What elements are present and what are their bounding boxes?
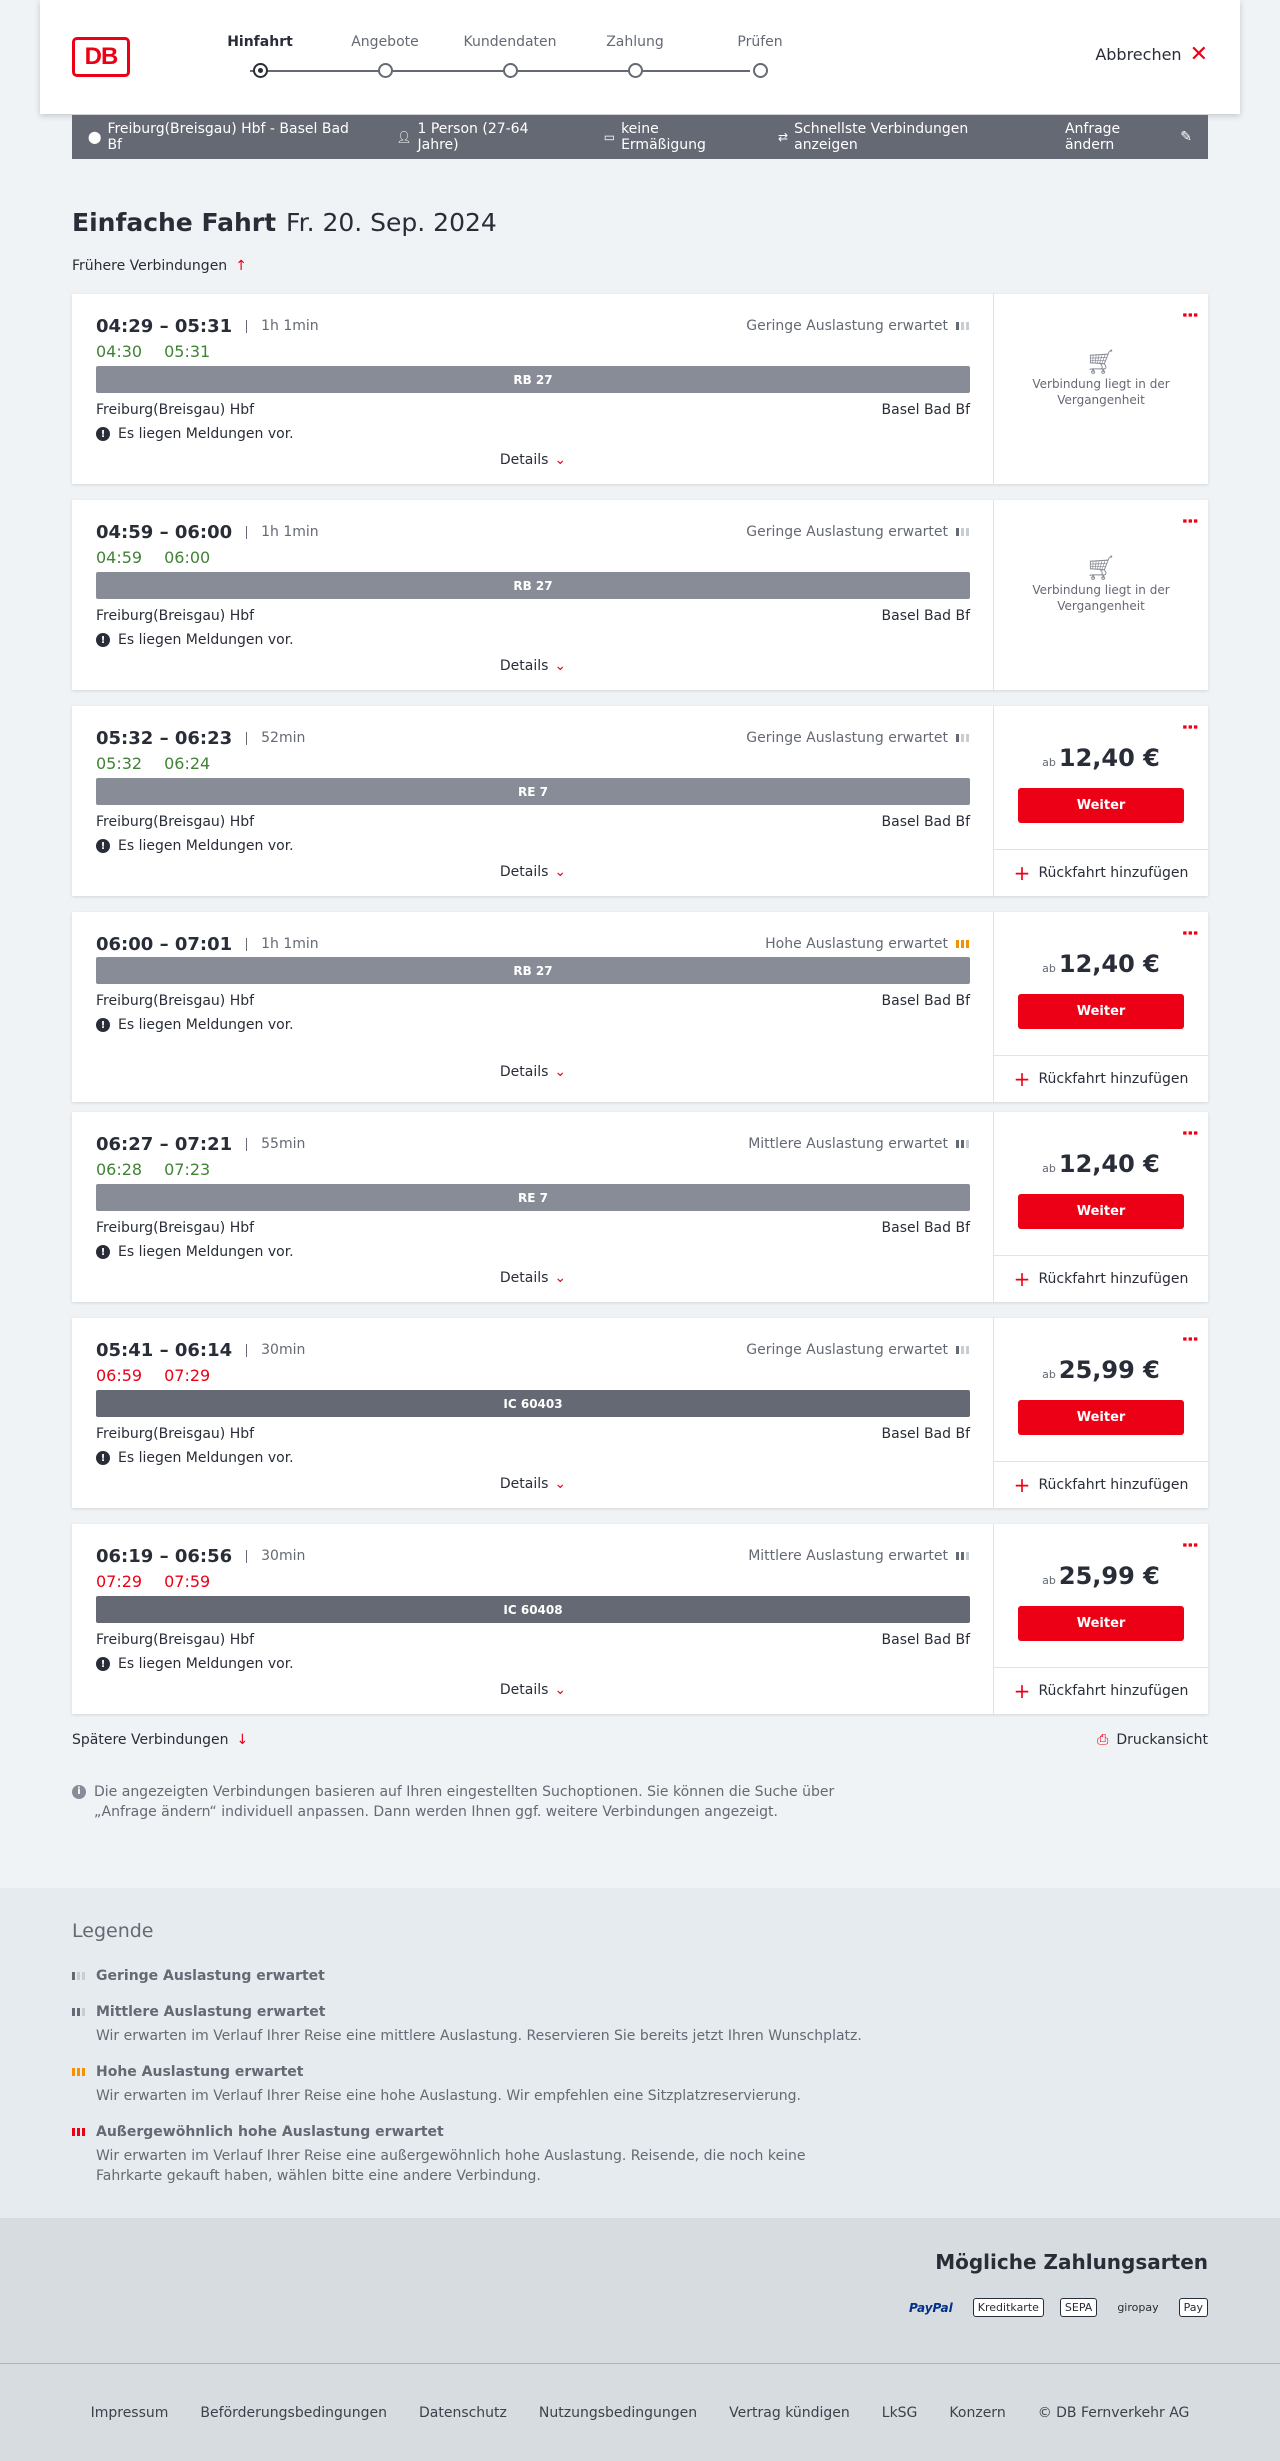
scheduled-time: 06:00 – 07:01 1h 1min: [96, 934, 319, 955]
departure-station: Freiburg(Breisgau) Hbf: [96, 814, 255, 830]
payment-methods-title: Mögliche Zahlungsarten: [935, 2250, 1208, 2274]
legend-item-extreme: Außergewöhnlich hohe Auslastung erwartet Wir erwarten im Verlauf Ihrer Reise eine außergewöhnlich hohe Auslastung. Reisende, die noch keine Fahrkarte gekauft haben, wählen bitte eine andere Verbindung.: [72, 2124, 872, 2186]
arrival-station: Basel Bad Bf: [881, 1426, 970, 1442]
occupancy-indicator: Hohe Auslastung erwartet: [765, 936, 969, 952]
connection-card: [72, 1524, 1208, 1714]
cart-unavailable-icon: 🛒︎: [1085, 554, 1117, 582]
realtime-times: 07:29 07:59: [96, 1572, 211, 1591]
add-return-trip-button[interactable]: + Rückfahrt hinzufügen: [994, 849, 1208, 896]
occupancy-icon: [956, 322, 969, 330]
more-options-icon[interactable]: ⋮: [1179, 1536, 1200, 1554]
train-segment-bar[interactable]: RE 7: [96, 1184, 970, 1211]
details-toggle[interactable]: Details ⌄: [499, 864, 567, 880]
more-options-icon[interactable]: ⋮: [1179, 718, 1200, 736]
step-hinfahrt[interactable]: Hinfahrt: [210, 34, 310, 50]
legend-item-low: Geringe Auslastung erwartet: [72, 1968, 872, 1984]
details-toggle[interactable]: Details ⌄: [499, 452, 567, 468]
realtime-times: 04:30 05:31: [96, 342, 211, 361]
occupancy-indicator: Geringe Auslastung erwartet: [746, 1342, 969, 1358]
footer-link-vertrag-kuendigen[interactable]: Vertrag kündigen: [729, 2404, 850, 2421]
duration: 52min: [246, 732, 305, 745]
bahncard-icon: ▭: [603, 130, 616, 144]
cancel-button[interactable]: Abbrechen ✕: [1095, 41, 1208, 67]
footer: [0, 2363, 1280, 2461]
travellers-summary: 👤︎ 1 Person (27-64 Jahre): [396, 121, 529, 153]
price: ab 12,40 €: [1042, 744, 1160, 772]
sepa-icon: SEPA: [1060, 2298, 1097, 2317]
plus-icon: +: [1013, 1067, 1031, 1091]
disruption-notice: ! Es liegen Meldungen vor.: [96, 426, 294, 442]
search-info-note: i Die angezeigten Verbindungen basieren auf Ihren eingestellten Suchoptionen. Sie können die Suche über „Anfrage ändern“ individuell anpassen. Dann werden Ihnen ggf. weitere Verbindungen angezeigt.: [72, 1782, 852, 1822]
stations: [96, 608, 970, 624]
price: ab 25,99 €: [1042, 1562, 1160, 1590]
legend-item-high: Hohe Auslastung erwartet Wir erwarten im Verlauf Ihrer Reise eine hohe Auslastung. Wir empfehlen eine Sitzplatzreservierung.: [72, 2064, 872, 2106]
stations: [96, 1426, 970, 1442]
alert-icon: !: [96, 1018, 110, 1032]
add-return-trip-button[interactable]: + Rückfahrt hinzufügen: [994, 1255, 1208, 1302]
duration: 30min: [246, 1550, 305, 1563]
legend-item-medium: Mittlere Auslastung erwartet Wir erwarten im Verlauf Ihrer Reise eine mittlere Auslastung. Reservieren Sie bereits jetzt Ihren Wunschplatz.: [72, 2004, 872, 2046]
page-title: Einfache Fahrt Fr. 20. Sep. 2024: [72, 208, 497, 237]
connection-details: [72, 1112, 994, 1302]
footer-link-konzern[interactable]: Konzern: [949, 2404, 1006, 2421]
edit-search-button[interactable]: Anfrage ändern ✎: [1064, 121, 1192, 153]
plus-icon: +: [1013, 1679, 1031, 1703]
print-view-link[interactable]: ⎙ Druckansicht: [1097, 1732, 1208, 1748]
chevron-down-icon: ⌄: [554, 1682, 567, 1698]
offer-panel: [994, 1524, 1208, 1714]
later-connections-link[interactable]: Spätere Verbindungen ↓: [72, 1732, 249, 1748]
swap-arrows-icon: ⇄: [778, 130, 789, 144]
connection-details: [72, 500, 994, 690]
more-options-icon[interactable]: ⋮: [1179, 1330, 1200, 1348]
legend-section: [0, 1888, 1280, 2218]
alert-icon: !: [96, 427, 110, 441]
connection-details: [72, 294, 994, 484]
arrow-up-icon: ↑: [235, 258, 247, 274]
past-connection-note: 🛒︎ Verbindung liegt in der Vergangenheit: [994, 560, 1208, 614]
connection-card: [72, 1112, 1208, 1302]
duration: 30min: [246, 1344, 305, 1357]
earlier-connections-link[interactable]: Frühere Verbindungen ↑: [72, 258, 247, 274]
step-dot: [503, 63, 518, 78]
alert-icon: !: [96, 633, 110, 647]
train-segment-bar[interactable]: RB 27: [96, 957, 970, 984]
occupancy-indicator: Geringe Auslastung erwartet: [746, 318, 969, 334]
details-toggle[interactable]: Details ⌄: [499, 1064, 567, 1080]
departure-station: Freiburg(Breisgau) Hbf: [96, 993, 255, 1009]
occupancy-icon: [956, 940, 969, 948]
past-connection-note: 🛒︎ Verbindung liegt in der Vergangenheit: [994, 354, 1208, 408]
price: ab 12,40 €: [1042, 1150, 1160, 1178]
arrival-station: Basel Bad Bf: [881, 1632, 970, 1648]
printer-icon: ⎙: [1097, 1732, 1109, 1748]
stations: [96, 1220, 970, 1236]
extreme-occupancy-icon: [72, 2128, 88, 2136]
footer-link-nutzungsbedingungen[interactable]: Nutzungsbedingungen: [538, 2404, 698, 2421]
chevron-down-icon: ⌄: [554, 452, 567, 468]
weiter-button[interactable]: Weiter: [1018, 788, 1184, 823]
payment-icons: [905, 2298, 1208, 2317]
plus-icon: +: [1013, 861, 1031, 885]
footer-link-lksg[interactable]: LkSG: [881, 2404, 918, 2421]
offer-panel: [994, 706, 1208, 896]
offer-panel: [994, 1318, 1208, 1508]
add-return-trip-button[interactable]: + Rückfahrt hinzufügen: [994, 1055, 1208, 1102]
paypal-icon: PayPal: [908, 2300, 953, 2315]
payment-methods-section: [0, 2218, 1280, 2363]
apple-pay-icon: Pay: [1179, 2298, 1208, 2317]
fastest-connections-summary: ⇄ Schnellste Verbindungen anzeigen: [778, 121, 969, 153]
details-toggle[interactable]: Details ⌄: [499, 1270, 567, 1286]
arrival-station: Basel Bad Bf: [881, 993, 970, 1009]
disruption-notice: ! Es liegen Meldungen vor.: [96, 1656, 294, 1672]
alert-icon: !: [96, 1451, 110, 1465]
add-return-trip-button[interactable]: + Rückfahrt hinzufügen: [994, 1667, 1208, 1714]
occupancy-icon: [956, 528, 969, 536]
occupancy-indicator: Mittlere Auslastung erwartet: [748, 1136, 969, 1152]
train-segment-bar[interactable]: IC 60408: [96, 1596, 970, 1623]
chevron-down-icon: ⌄: [554, 658, 567, 674]
scheduled-time: 04:29 – 05:31 1h 1min: [96, 316, 319, 337]
offer-panel: [994, 294, 1208, 484]
scheduled-time: 06:27 – 07:21 55min: [96, 1134, 306, 1155]
person-icon: 👤︎: [396, 130, 412, 144]
giropay-icon: giropay: [1117, 2301, 1159, 2314]
alert-icon: !: [96, 839, 110, 853]
occupancy-indicator: Geringe Auslastung erwartet: [746, 524, 969, 540]
more-options-icon[interactable]: ⋮: [1179, 924, 1200, 942]
more-options-icon[interactable]: ⋮: [1179, 306, 1200, 324]
weiter-button[interactable]: Weiter: [1018, 994, 1184, 1029]
footer-copyright: © DB Fernverkehr AG: [1037, 2404, 1190, 2421]
route-summary: ⬤ Freiburg(Breisgau) Hbf - Basel Bad Bf: [88, 121, 349, 153]
more-options-icon[interactable]: ⋮: [1179, 1124, 1200, 1142]
credit-card-icon: Kreditkarte: [973, 2298, 1044, 2317]
arrival-station: Basel Bad Bf: [881, 814, 970, 830]
footer-link-datenschutz[interactable]: Datenschutz: [418, 2404, 507, 2421]
cart-unavailable-icon: 🛒︎: [1085, 348, 1117, 376]
stations: [96, 402, 970, 418]
departure-station: Freiburg(Breisgau) Hbf: [96, 608, 255, 624]
arrival-station: Basel Bad Bf: [881, 402, 970, 418]
occupancy-indicator: Mittlere Auslastung erwartet: [748, 1548, 969, 1564]
discount-summary: ▭ keine Ermäßigung: [603, 121, 706, 153]
chevron-down-icon: ⌄: [554, 1064, 567, 1080]
disruption-notice: ! Es liegen Meldungen vor.: [96, 1450, 294, 1466]
connection-card: [72, 294, 1208, 484]
chevron-down-icon: ⌄: [554, 1476, 567, 1492]
stations: [96, 814, 970, 830]
arrival-station: Basel Bad Bf: [881, 608, 970, 624]
occupancy-icon: [956, 734, 969, 742]
departure-station: Freiburg(Breisgau) Hbf: [96, 1220, 255, 1236]
connection-card: [72, 500, 1208, 690]
medium-occupancy-icon: [72, 2008, 88, 2016]
step-zahlung[interactable]: Zahlung: [585, 34, 685, 50]
weiter-button[interactable]: Weiter: [1018, 1194, 1184, 1229]
chevron-down-icon: ⌄: [554, 1270, 567, 1286]
details-toggle[interactable]: Details ⌄: [499, 658, 567, 674]
occupancy-indicator: Geringe Auslastung erwartet: [746, 730, 969, 746]
details-toggle[interactable]: Details ⌄: [499, 1682, 567, 1698]
realtime-times: 06:28 07:23: [96, 1160, 211, 1179]
scheduled-time: 05:41 – 06:14 30min: [96, 1340, 306, 1361]
scheduled-time: 05:32 – 06:23 52min: [96, 728, 306, 749]
train-segment-bar[interactable]: RB 27: [96, 366, 970, 393]
close-icon: ✕: [1189, 41, 1208, 67]
add-return-trip-button[interactable]: + Rückfahrt hinzufügen: [994, 1461, 1208, 1508]
offer-panel: [994, 500, 1208, 690]
booking-header: [40, 0, 1240, 114]
connection-details: [72, 1524, 994, 1714]
weiter-button[interactable]: Weiter: [1018, 1400, 1184, 1435]
connection-details: [72, 706, 994, 896]
alert-icon: !: [96, 1245, 110, 1259]
step-dot: [253, 63, 268, 78]
arrival-station: Basel Bad Bf: [881, 1220, 970, 1236]
stations: [96, 1632, 970, 1648]
weiter-button[interactable]: Weiter: [1018, 1606, 1184, 1641]
disruption-notice: ! Es liegen Meldungen vor.: [96, 632, 294, 648]
connection-card: [72, 706, 1208, 896]
step-dot: [628, 63, 643, 78]
duration: 1h 1min: [246, 320, 319, 333]
stations: [96, 993, 970, 1009]
arrow-down-icon: ↓: [236, 1732, 249, 1748]
progress-steps: [210, 30, 790, 90]
pencil-icon: ✎: [1180, 129, 1192, 145]
duration: 55min: [246, 1138, 305, 1151]
search-summary-bar: [72, 115, 1208, 159]
disruption-notice: ! Es liegen Meldungen vor.: [96, 1244, 294, 1260]
departure-station: Freiburg(Breisgau) Hbf: [96, 1632, 255, 1648]
step-dot: [378, 63, 393, 78]
step-dot: [753, 63, 768, 78]
duration: 1h 1min: [246, 526, 319, 539]
chevron-down-icon: ⌄: [554, 864, 567, 880]
db-logo[interactable]: DB: [72, 37, 130, 77]
connection-card: [72, 912, 1208, 1102]
offer-panel: [994, 912, 1208, 1102]
realtime-times: 06:59 07:29: [96, 1366, 211, 1385]
step-pruefen[interactable]: Prüfen: [710, 34, 810, 50]
plus-icon: +: [1013, 1267, 1031, 1291]
occupancy-icon: [956, 1346, 969, 1354]
low-occupancy-icon: [72, 1972, 88, 1980]
location-pin-icon: ⬤: [88, 130, 102, 144]
high-occupancy-icon: [72, 2068, 88, 2076]
train-segment-bar[interactable]: RB 27: [96, 572, 970, 599]
duration: 1h 1min: [246, 938, 319, 951]
offer-panel: [994, 1112, 1208, 1302]
step-kundendaten[interactable]: Kundendaten: [460, 34, 560, 50]
info-icon: i: [72, 1785, 86, 1799]
train-segment-bar[interactable]: IC 60403: [96, 1390, 970, 1417]
occupancy-icon: [956, 1552, 969, 1560]
more-options-icon[interactable]: ⋮: [1179, 512, 1200, 530]
departure-station: Freiburg(Breisgau) Hbf: [96, 1426, 255, 1442]
realtime-times: 05:32 06:24: [96, 754, 211, 773]
legend-title: Legende: [72, 1920, 154, 1942]
footer-link-befoerderungsbedingungen[interactable]: Beförderungsbedingungen: [200, 2404, 387, 2421]
step-angebote[interactable]: Angebote: [335, 34, 435, 50]
scheduled-time: 06:19 – 06:56 30min: [96, 1546, 306, 1567]
occupancy-icon: [956, 1140, 969, 1148]
price: ab 12,40 €: [1042, 950, 1160, 978]
plus-icon: +: [1013, 1473, 1031, 1497]
disruption-notice: ! Es liegen Meldungen vor.: [96, 1017, 294, 1033]
departure-station: Freiburg(Breisgau) Hbf: [96, 402, 255, 418]
train-segment-bar[interactable]: RE 7: [96, 778, 970, 805]
price: ab 25,99 €: [1042, 1356, 1160, 1384]
connection-details: [72, 912, 994, 1102]
disruption-notice: ! Es liegen Meldungen vor.: [96, 838, 294, 854]
scheduled-time: 04:59 – 06:00 1h 1min: [96, 522, 319, 543]
footer-link-impressum[interactable]: Impressum: [90, 2404, 169, 2421]
alert-icon: !: [96, 1657, 110, 1671]
travel-date: Fr. 20. Sep. 2024: [286, 208, 497, 237]
connection-card: [72, 1318, 1208, 1508]
details-toggle[interactable]: Details ⌄: [499, 1476, 567, 1492]
realtime-times: 04:59 06:00: [96, 548, 211, 567]
connection-details: [72, 1318, 994, 1508]
progress-line: [250, 70, 750, 72]
